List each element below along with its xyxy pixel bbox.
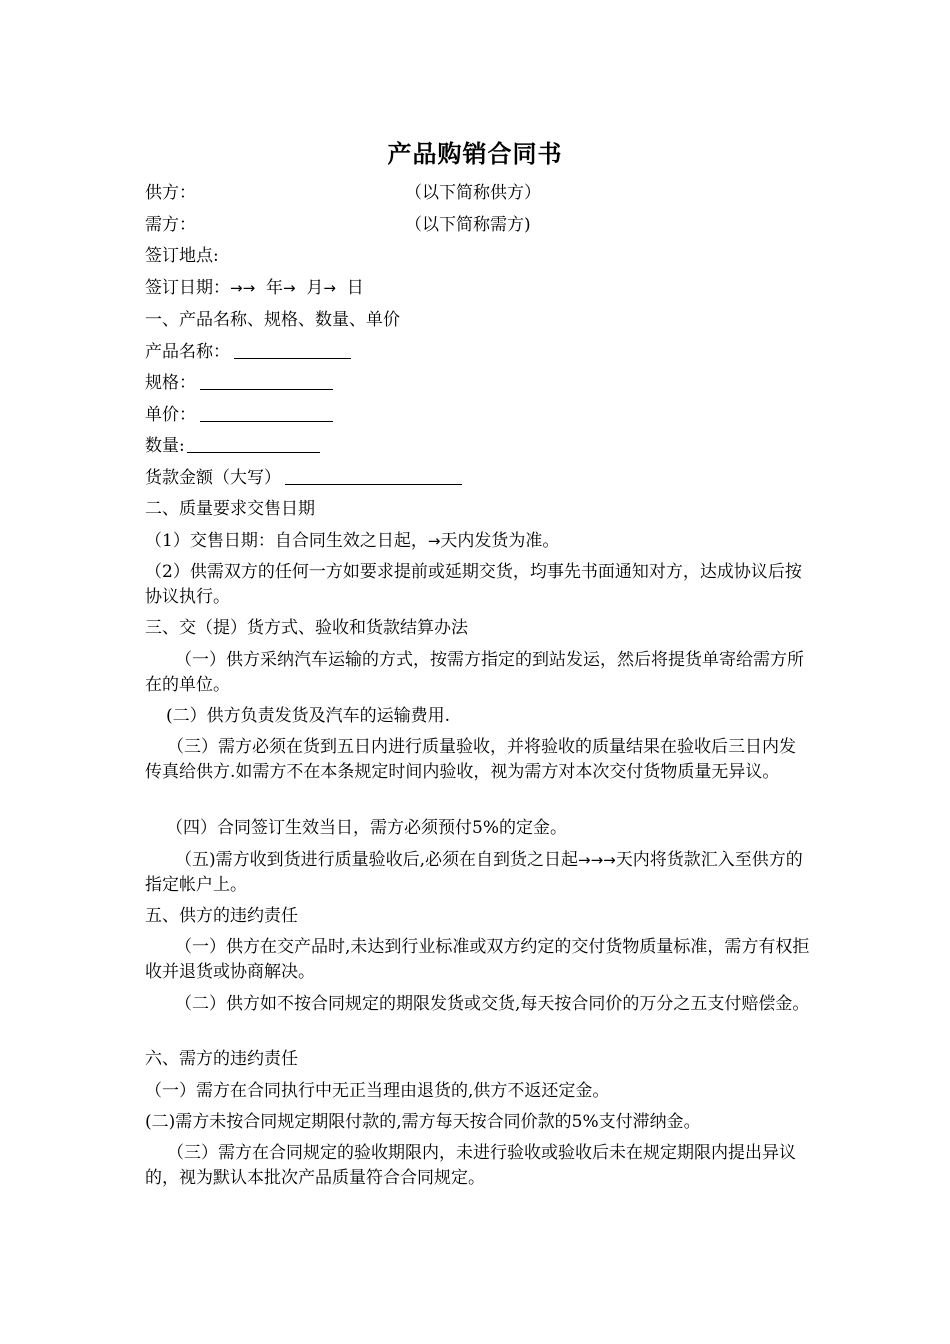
spec-blank: [200, 371, 333, 390]
spec-label: 规格：: [145, 373, 196, 393]
section-5-item-2: （二）供方如不按合同规定的期限发货或交货,每天按合同价的万分之五支付赔偿金。: [175, 994, 810, 1014]
quantity-line: [145, 434, 810, 458]
quantity-label: 数量:: [145, 436, 185, 456]
unit-price-line: [145, 403, 810, 427]
buyer-label: 需方：: [145, 215, 196, 235]
date-tab-arrow-3: →: [323, 279, 336, 297]
section-5-item-1: （一）供方在交产品时,未达到行业标准或双方约定的交付货物质量标准，需方有权拒收并退货或协商解决。: [145, 937, 810, 982]
product-name-label: 产品名称：: [145, 342, 230, 362]
delivery-date-text: （1）交售日期：自合同生效之日起，: [145, 531, 428, 551]
signing-place: 签订地点:: [145, 246, 219, 266]
delivery-date-text-end: 天内发货为准。: [440, 531, 560, 551]
unit-price-label: 单价：: [145, 405, 196, 425]
section-3-item-5: [145, 848, 810, 898]
delivery-tab-arrow: →: [427, 532, 441, 550]
product-name-line: [145, 340, 810, 364]
section-6-item-1: （一）需方在合同执行中无正当理由退货的,供方不返还定金。: [145, 1081, 610, 1101]
amount-blank: [285, 466, 462, 485]
supplier-label: 供方：: [145, 183, 196, 203]
section-5-heading: 五、供方的违约责任: [145, 906, 298, 926]
payment-text: （五)需方收到货进行质量验收后,必须在自到货之日起: [175, 850, 579, 870]
buyer-note: （以下简称需方): [405, 215, 531, 235]
supplier-note: （以下简称供方）: [405, 183, 541, 203]
unit-price-blank: [200, 403, 333, 422]
payment-tab-arrows: →→→: [578, 851, 616, 869]
section-6-item-2: (二)需方未按合同规定期限付款的,需方每天按合同价款的5%支付滞纳金。: [145, 1112, 701, 1132]
document-title: 产品购销合同书: [387, 139, 563, 168]
section-2-item-2: （2）供需双方的任何一方如要求提前或延期交货，均事先书面通知对方，达成协议后按协议执行。: [145, 562, 802, 607]
section-3-item-4: （四）合同签订生效当日，需方必须预付5%的定金。: [166, 818, 567, 838]
payment-text-end: 天内将货款汇入至供方的指定帐户上。: [145, 850, 803, 895]
section-3-item-1: （一）供方采纳汽车运输的方式，按需方指定的到站发运，然后将提货单寄给需方所在的单位。: [145, 650, 804, 695]
section-6-heading: 六、需方的违约责任: [145, 1049, 298, 1069]
section-3-item-2: (二）供方负责发货及汽车的运输费用.: [166, 706, 451, 726]
spec-line: [145, 371, 810, 395]
buyer-line: [145, 213, 810, 237]
supplier-line: [145, 181, 810, 205]
section-6-item-3: （三）需方在合同规定的验收期限内，未进行验收或验收后未在规定期限内提出异议的，视为默认本批次产品质量符合合同规定。: [145, 1143, 796, 1188]
section-2-item-1: [145, 529, 810, 553]
date-month: 月: [306, 278, 324, 298]
section-3-item-3: （三）需方必须在货到五日内进行质量验收，并将验收的质量结果在验收后三日内发传真给供方.如需方不在本条规定时间内验收，视为需方对本次交付货物质量无异议。: [145, 737, 796, 782]
date-tab-arrows: →→: [230, 279, 256, 297]
date-tab-arrow-2: →: [282, 279, 296, 297]
section-2-heading: 二、质量要求交售日期: [145, 499, 315, 519]
amount-line: [145, 466, 810, 490]
signing-date: [145, 276, 810, 300]
quantity-blank: [187, 434, 320, 453]
section-3-heading: 三、交（提）货方式、验收和货款结算办法: [145, 618, 468, 638]
date-label: 签订日期：: [145, 278, 230, 298]
amount-label: 货款金额（大写）: [145, 468, 281, 488]
product-name-blank: [234, 340, 351, 359]
date-day: 日: [346, 278, 364, 298]
section-1-heading: 一、产品名称、规格、数量、单价: [145, 310, 400, 330]
date-year: 年: [265, 278, 283, 298]
